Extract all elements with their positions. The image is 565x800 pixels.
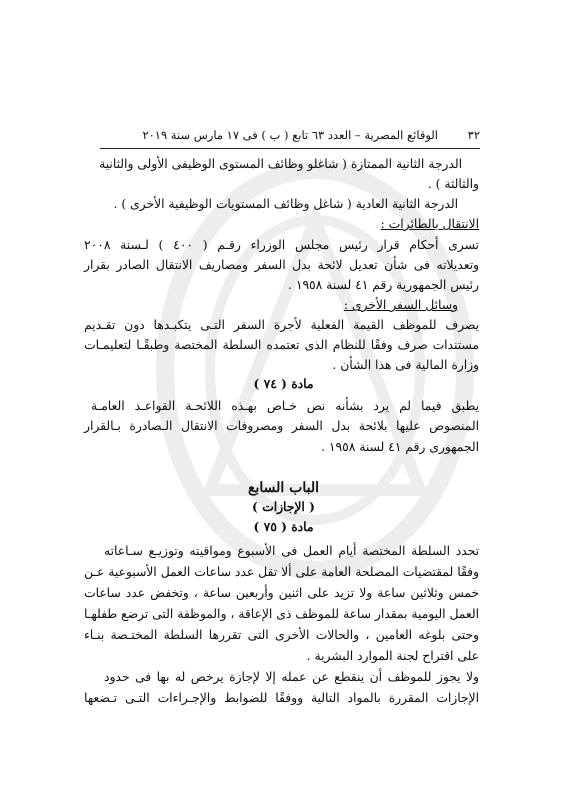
text-line: يصرف للموظف القيمة الفعلية لأجرة السفر التـى يتكبـدها دون تقـديم bbox=[84, 318, 479, 332]
text-line: خمس وثلاثين ساعة ولا تزيد على اثنين وأربعين ساعة ، وتخفض عدد ساعات bbox=[84, 586, 479, 600]
chapter-title: الباب السابع bbox=[248, 480, 319, 496]
page-header bbox=[100, 128, 480, 146]
subheading: وسائل السفر الأخرى : bbox=[343, 298, 458, 312]
chapter-subtitle: ( الإجازات ) bbox=[252, 499, 315, 514]
text-line: الدرجة الثانية العادية ( شاغل وظائف المستويات الوظيفية الأخرى ) . bbox=[113, 197, 458, 211]
text-line: العمل اليومية بمقدار ساعة للموظف ذى الإعاقة ، والموظفة التى ترضع طفلهـا bbox=[84, 607, 479, 621]
text-line: وزارة المالية فى هذا الشأن . bbox=[332, 358, 479, 372]
header-rule bbox=[100, 148, 480, 149]
text-line: الدرجة الثانية الممتازة ( شاغلو وظائف المستوى الوظيفى الأولى والثانية bbox=[99, 157, 462, 171]
text-line: يطبق فيما لم يرد بشأنه نص خـاص بهـذه اللائحـة القواعـد العامـة bbox=[91, 399, 479, 413]
text-line: تحدد السلطة المختصة أيام العمل فى الأسبوع ومواقيته وتوزيـع سـاعاته bbox=[104, 544, 479, 558]
text-line: تسرى أحكام قرار رئيس مجلس الوزراء رقـم ( ٤٠٠ ) لـسنة ٢٠٠٨ bbox=[84, 238, 479, 252]
text-line: المنصوص عليها بلائحة بدل السفر ومصروفات الانتقال الـصادرة بـالقرار bbox=[84, 419, 479, 433]
subheading: الانتقال بالطائرات : bbox=[380, 217, 479, 231]
article-heading: مادة ( ٧٥ ) bbox=[253, 519, 314, 534]
text-line: والثالثة ) . bbox=[427, 177, 479, 191]
page-number: ٣٢ bbox=[467, 128, 480, 142]
running-head: الوقائع المصرية – العدد ٦٣ تابع ( ب ) فى ١٧ مارس سنة ٢٠١٩ bbox=[142, 128, 438, 142]
article-heading: مادة ( ٧٤ ) bbox=[253, 376, 314, 391]
text-line: مستندات صرف وفقًا للنظام الذى تعتمده السلطة المختصة وطبقًـا لتعليمـات bbox=[84, 338, 479, 352]
text-line: على اقتراح لجنة الموارد البشرية . bbox=[306, 649, 479, 663]
text-line: وتعديلاته فى شأن تعديل لائحة بدل السفر ومصاريف الانتقال الصادر بقرار bbox=[84, 258, 479, 272]
text-line: الجمهورى رقم ٤١ لسنة ١٩٥٨ . bbox=[321, 440, 479, 454]
text-line: ولا يجوز للموظف أن ينقطع عن عمله إلا لإجازة يرخص له بها فى حدود bbox=[104, 670, 479, 684]
text-line: الإجازات المقررة بالمواد التالية ووفقًا للضوابط والإجـراءات التـى تـضعها bbox=[84, 691, 479, 705]
text-line: وفقًا لمقتضيات المصلحة العامة على ألا تقل عدد ساعات العمل الأسبوعية عـن bbox=[84, 565, 479, 579]
text-line: رئيس الجمهورية رقم ٤١ لسنة ١٩٥٨ . bbox=[288, 278, 479, 292]
text-line: وحتى بلوغه العامين ، والحالات الأخرى التى تقررها السلطة المختـصة بنـاء bbox=[84, 628, 479, 642]
